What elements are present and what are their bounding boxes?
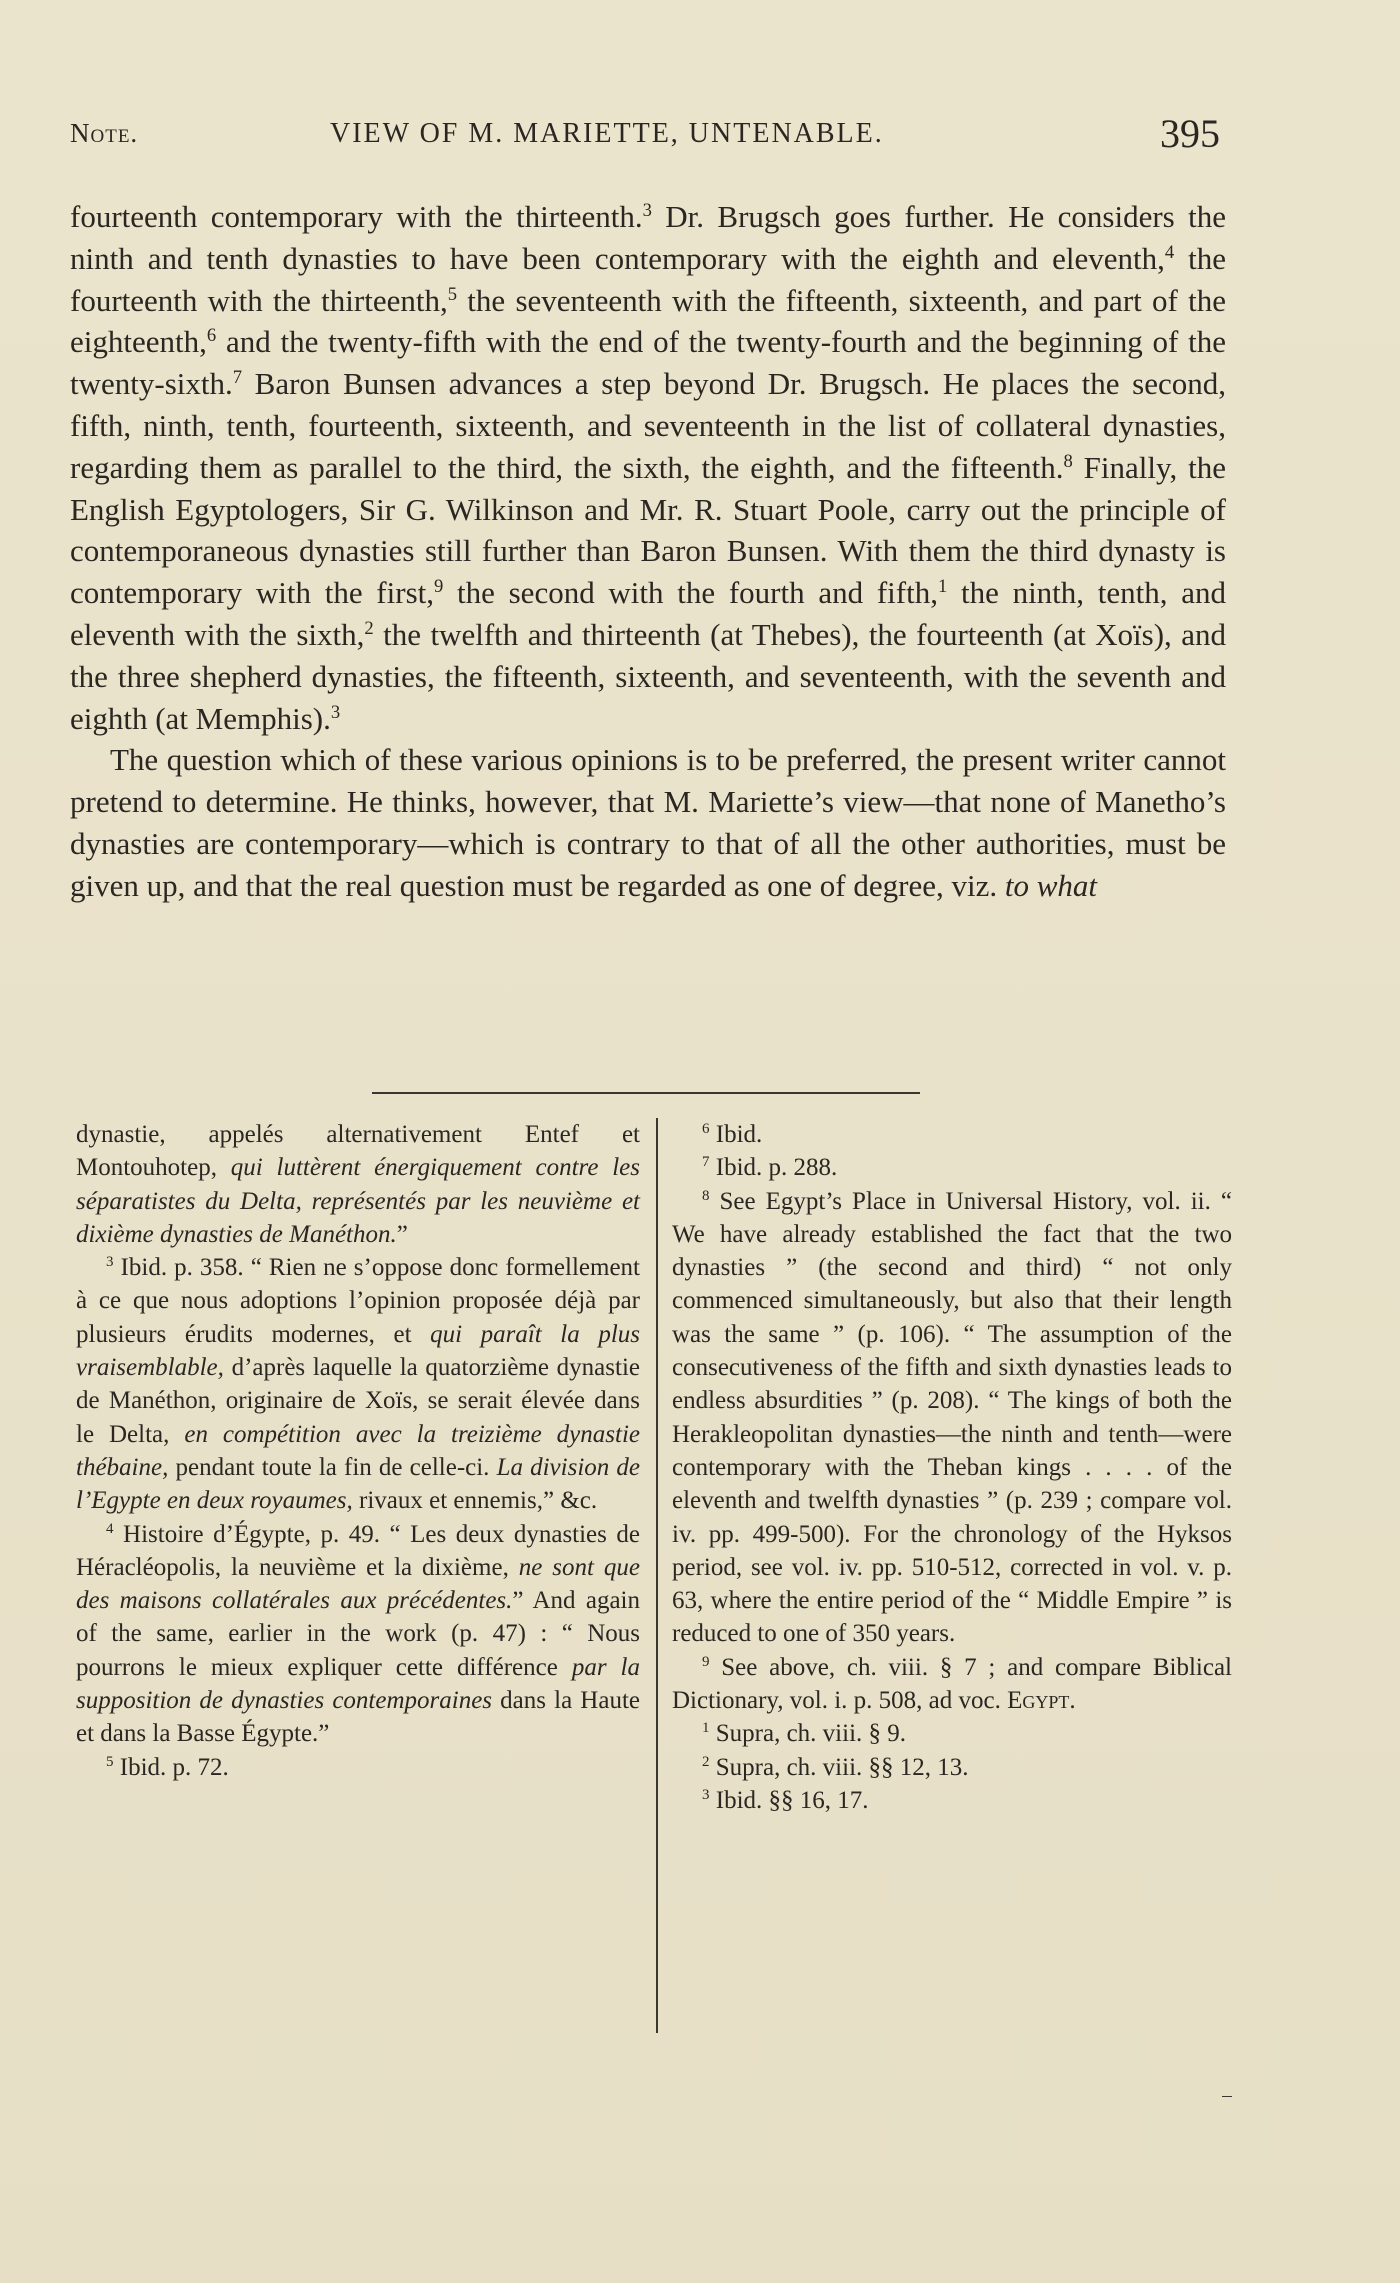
text-run: fourteenth contemporary with the thirteenth. bbox=[70, 199, 643, 234]
italic-run: to what bbox=[1004, 867, 1097, 903]
text-run: Ibid. p. 288. bbox=[709, 1154, 838, 1182]
footnote-number: 3 bbox=[106, 1254, 114, 1271]
small-caps-run: Egypt. bbox=[1007, 1687, 1076, 1715]
text-run: d’après laquelle la quatorzième dynastie de Manéthon, originaire de Xoïs, se serait élevée dans le Delta, bbox=[76, 1354, 640, 1448]
text-run: See above, ch. viii. § 7 ; and compare Biblical Dictionary, vol. i. p. 508, ad voc. bbox=[672, 1653, 1232, 1715]
header-title: VIEW OF M. MARIETTE, UNTENABLE. bbox=[330, 118, 884, 149]
header-note-label: Note. bbox=[70, 118, 139, 148]
footnote-1 bbox=[672, 1717, 1232, 1750]
italic-run: par la supposition de dynasties contemporaines bbox=[76, 1653, 640, 1715]
italic-run: en compétition avec la treizième dynastie thébaine, bbox=[76, 1420, 640, 1481]
footnote-number: 5 bbox=[106, 1753, 114, 1770]
footnote-number: 3 bbox=[702, 1786, 710, 1803]
text-run: the second with the fourth and fifth, bbox=[443, 575, 938, 611]
footnote-ref: 3 bbox=[642, 199, 652, 221]
italic-run: qui paraît la plus vraisemblable, bbox=[76, 1320, 640, 1382]
footnote-7 bbox=[672, 1151, 1232, 1184]
text-run: pendant toute la fin de celle-ci. bbox=[168, 1453, 497, 1481]
text-run: Finally, the English Egyptologers, Sir G. Wilkinson and Mr. R. Stuart Poole, carry out the principle of contemporaneous dynasties still further than Baron Bunsen. With them the third dynasty is contemporary with the first, bbox=[70, 449, 1226, 611]
footnote-2 bbox=[672, 1751, 1232, 1784]
footnote-ref: 8 bbox=[1063, 450, 1073, 472]
footnote-ref: 2 bbox=[364, 617, 374, 639]
text-run: Baron Bunsen advances a step beyond Dr. Brugsch. He places the second, fifth, ninth, tenth, fourteenth, sixteenth, and seventeenth in the list of collateral dynasties, regarding them as parallel to the third, the sixth, the eighth, and the fifteenth. bbox=[70, 366, 1226, 485]
text-run: See Egypt’s Place in Universal History, vol. ii. “ We have already established the fact that the two dynasties ” (the second and third) “ not only commenced simultaneously, but also that their length was the same ” (p. 106). “ The assumption of the consecutiveness of the fifth and sixth dynasties leads to endless absurdities ” (p. 208). “ The kings of both the Herakleopolitan dynasties—the ninth and tenth—were contemporary with the Theban kings . . . . of the eleventh and twelfth dynasties ” (p. 239 ; compare vol. iv. pp. 499-500). For the chronology of the Hyksos period, see vol. iv. pp. 510-512, corrected in vol. v. p. 63, where the entire period of the “ Middle Empire ” is reduced to one of 350 years. bbox=[672, 1187, 1232, 1648]
text-run: Histoire d’Égypte, p. 49. “ Les deux dynasties de Héracléopolis, la neuvième et la dixième, bbox=[76, 1520, 640, 1581]
footnote-number: 4 bbox=[106, 1520, 114, 1537]
text-run: Supra, ch. viii. § 9. bbox=[709, 1720, 907, 1748]
footnote-ref: 7 bbox=[232, 367, 243, 389]
italic-run: ne sont que des maisons collatérales aux précédentes. bbox=[76, 1553, 640, 1615]
footnote-5 bbox=[76, 1751, 640, 1784]
footnote-ref: 4 bbox=[1164, 241, 1175, 263]
footnote-ref: 6 bbox=[206, 325, 217, 347]
text-run: Ibid. p. 358. “ Rien ne s’oppose donc formellement à ce que nous adoptions l’opinion proposée déjà par plusieurs érudits modernes, et bbox=[76, 1254, 640, 1348]
paragraph-2 bbox=[70, 739, 1226, 906]
footnote-number: 8 bbox=[702, 1187, 710, 1204]
italic-run: La division de l’Egypte en deux royaumes, bbox=[76, 1453, 640, 1515]
page-corner-mark bbox=[1222, 2096, 1232, 2097]
footnote-number: 6 bbox=[702, 1121, 710, 1137]
footnote-number: 2 bbox=[702, 1753, 710, 1770]
text-run: ” And again of the same, earlier in the work (p. 47) : “ Nous pourrons le mieux expliquer cette différence bbox=[76, 1587, 640, 1681]
footnote-continuation: dynastie, appelés alternativement Entef et Montouhotep, qui luttèrent énergiquement contre les séparatistes du Delta, représentés par les neuvième et dixième dynasties de Manéthon.” bbox=[76, 1121, 640, 1248]
footnote-number: 1 bbox=[702, 1720, 710, 1737]
footnote-3 bbox=[76, 1251, 640, 1517]
footnote-3b bbox=[672, 1784, 1232, 1817]
running-header bbox=[70, 108, 1220, 158]
text-run: dans la Haute et dans la Basse Égypte.” bbox=[76, 1687, 640, 1748]
footnotes-left-column bbox=[76, 1118, 640, 1784]
text-run: the fourteenth with the thirteenth, bbox=[70, 240, 1227, 318]
footnote-number: 7 bbox=[702, 1154, 710, 1171]
footnotes-right-column bbox=[672, 1118, 1232, 1817]
italic-run: qui luttèrent énergiquement contre les séparatistes du Delta, représentés par les neuvième et dixième dynasties de Manéthon. bbox=[76, 1154, 640, 1248]
text-run: Ibid. p. 72. bbox=[113, 1753, 229, 1781]
text-run: the ninth, tenth, and eleventh with the sixth, bbox=[70, 575, 1226, 652]
text-run: the twelfth and thirteenth (at Thebes), the fourteenth (at Xoïs), and the three shepherd dynasties, the fifteenth, sixteenth, and seventeenth, with the seventh and eighth (at Memphis). bbox=[70, 616, 1226, 736]
footnote-6 bbox=[672, 1118, 1232, 1151]
footnote-ref: 9 bbox=[434, 576, 444, 598]
footnote-9 bbox=[672, 1651, 1232, 1718]
footnote-ref: 3 bbox=[330, 701, 341, 723]
paragraph-1 bbox=[70, 196, 1226, 739]
text-run: Dr. Brugsch goes further. He considers the ninth and tenth dynasties to have been contemporary with the eighth and eleventh, bbox=[70, 199, 1226, 276]
footnote-column-divider bbox=[656, 1118, 658, 2033]
text-run: dynastie, appelés alternativement Entef et Montouhotep, bbox=[76, 1121, 640, 1182]
footnote-separator-rule bbox=[372, 1092, 920, 1094]
footnote-8 bbox=[672, 1185, 1232, 1651]
footnote-ref: 5 bbox=[447, 283, 458, 305]
text-run: The question which of these various opinions is to be preferred, the present writer cannot pretend to determine. He thinks, however, that M. Mariette’s view—that none of Manetho’s dynasties are contemporary—which is contrary to that of all the other authorities, must be given up, and that the real question must be regarded as one of degree, viz. bbox=[70, 742, 1226, 903]
footnote-ref: 1 bbox=[937, 576, 948, 598]
text-run: the seventeenth with the fifteenth, sixteenth, and part of the eighteenth, bbox=[70, 282, 1226, 360]
main-text bbox=[70, 196, 1226, 907]
text-run: Ibid. §§ 16, 17. bbox=[709, 1786, 869, 1814]
page-number: 395 bbox=[1160, 111, 1220, 156]
text-run: and the twenty-fifth with the end of the twenty-fourth and the beginning of the twenty-sixth. bbox=[70, 324, 1226, 402]
footnote-number: 9 bbox=[702, 1653, 710, 1670]
text-run: Ibid. bbox=[709, 1121, 763, 1148]
text-run: rivaux et ennemis,” &c. bbox=[352, 1487, 598, 1515]
footnote-4 bbox=[76, 1518, 640, 1751]
text-run: Supra, ch. viii. §§ 12, 13. bbox=[709, 1753, 969, 1781]
